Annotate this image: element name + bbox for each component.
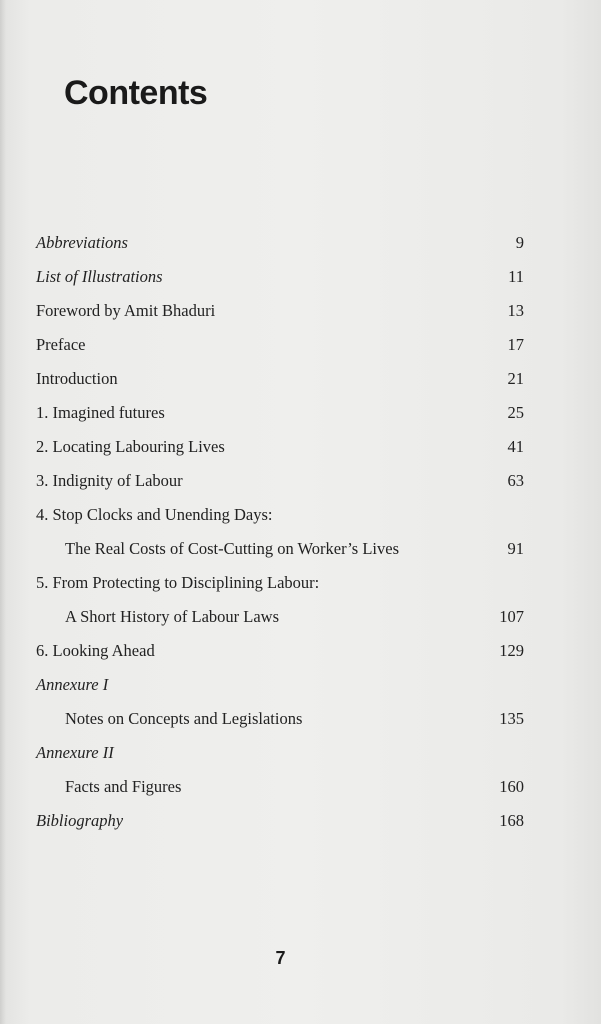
toc-entry-page-number: 135 xyxy=(499,709,524,728)
toc-entry xyxy=(36,668,524,702)
toc-entry-page-number: 129 xyxy=(499,641,524,660)
toc-entry-page-number: 17 xyxy=(507,335,524,354)
toc-entry xyxy=(36,600,524,634)
toc-entry-label: Facts and Figures xyxy=(65,777,182,796)
toc-entry-page-number: 21 xyxy=(507,369,524,388)
toc-entry xyxy=(36,260,524,294)
page-title: Contents xyxy=(64,74,208,112)
toc-entry xyxy=(36,770,524,804)
toc-entry-page-number: 63 xyxy=(507,471,524,490)
toc-entry-page-number: 91 xyxy=(507,539,524,558)
toc-entry xyxy=(36,736,524,770)
toc-entry xyxy=(36,430,524,464)
toc-entry-page-number: 107 xyxy=(499,607,524,626)
toc-entry-label: Notes on Concepts and Legislations xyxy=(65,709,303,728)
toc-entry-label: Introduction xyxy=(36,369,118,388)
toc-entry-label: Preface xyxy=(36,335,86,354)
toc-entry-label: A Short History of Labour Laws xyxy=(65,607,280,626)
toc-entry-label: Bibliography xyxy=(36,811,124,830)
toc-entry-label: 2. Locating Labouring Lives xyxy=(36,437,225,456)
toc-entry-label: 5. From Protecting to Disciplining Labour: xyxy=(36,573,320,592)
toc-entry xyxy=(36,804,524,838)
toc-entry-page-number: 41 xyxy=(507,437,524,456)
toc-entry xyxy=(36,498,524,532)
toc-entry-label: List of Illustrations xyxy=(36,267,163,286)
toc-entry xyxy=(36,328,524,362)
toc-entry-page-number: 168 xyxy=(499,811,524,830)
toc-entry-label: Abbreviations xyxy=(36,233,128,252)
toc-entry xyxy=(36,464,524,498)
toc-entry-label: Foreword by Amit Bhaduri xyxy=(36,301,216,320)
toc-entry xyxy=(36,362,524,396)
toc-entry xyxy=(36,634,524,668)
page-number: 7 xyxy=(275,948,286,968)
toc-entry-page-number: 9 xyxy=(515,233,524,252)
toc-entry-page-number: 13 xyxy=(507,301,524,320)
toc-entry xyxy=(36,532,524,566)
toc-entry xyxy=(36,702,524,736)
toc-entry-label: 6. Looking Ahead xyxy=(36,641,155,660)
toc-entry xyxy=(36,294,524,328)
toc-entry-label: The Real Costs of Cost-Cutting on Worker’s Lives xyxy=(65,539,399,558)
toc-entry-label: 1. Imagined futures xyxy=(36,403,165,422)
toc-entry-page-number: 11 xyxy=(508,267,524,286)
toc-entry-label: 3. Indignity of Labour xyxy=(36,471,183,490)
table-of-contents xyxy=(36,226,524,838)
toc-entry-label: Annexure I xyxy=(36,675,109,694)
toc-entry xyxy=(36,226,524,260)
toc-entry-page-number: 25 xyxy=(507,403,524,422)
toc-entry-page-number: 160 xyxy=(499,777,524,796)
toc-entry-label: 4. Stop Clocks and Unending Days: xyxy=(36,505,273,524)
toc-entry xyxy=(36,566,524,600)
toc-entry xyxy=(36,396,524,430)
toc-entry-label: Annexure II xyxy=(36,743,114,762)
